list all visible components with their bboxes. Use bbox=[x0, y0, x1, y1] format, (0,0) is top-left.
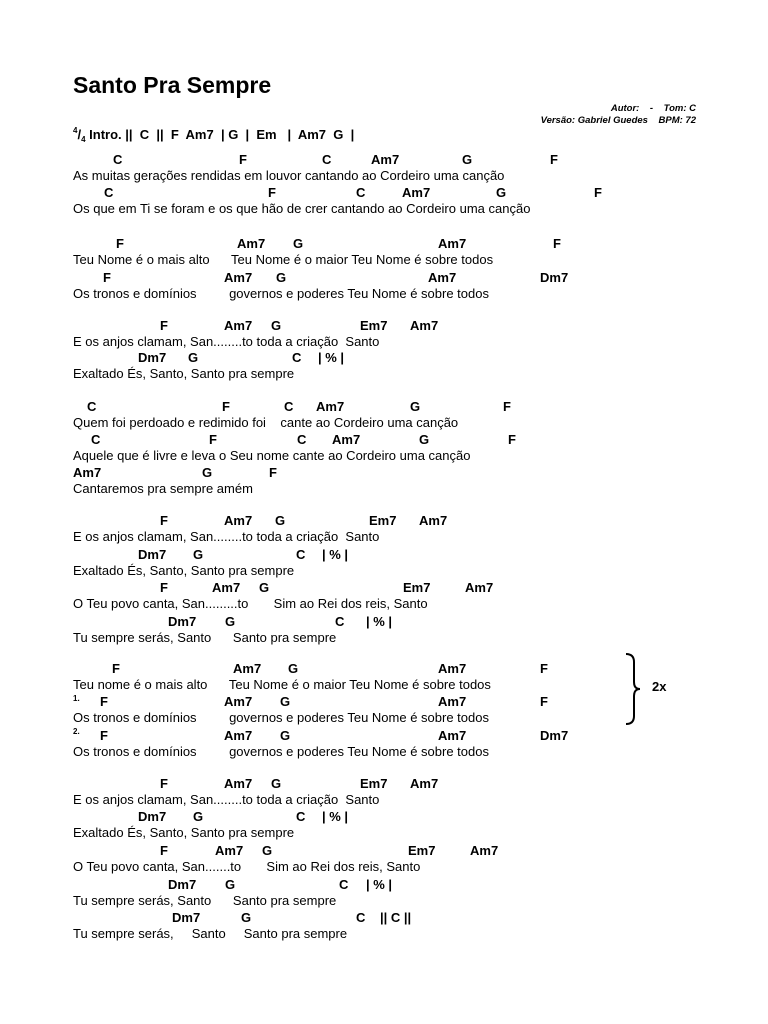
intro-chords: Intro. || C || F Am7 | G | Em | Am7 G | bbox=[85, 127, 355, 142]
chord: F bbox=[160, 776, 168, 791]
chord: G bbox=[288, 661, 299, 676]
chord: Dm7 bbox=[540, 270, 569, 285]
chord: G bbox=[188, 350, 199, 365]
lyric-line: Exaltado És, Santo, Santo pra sempre bbox=[73, 563, 295, 578]
chord: G bbox=[275, 513, 286, 528]
chord: Am7 bbox=[438, 728, 467, 743]
chord: Am7 bbox=[428, 270, 457, 285]
lyric-line: Teu nome é o mais alto Teu Nome é o maior Teu Nome é sobre todos bbox=[73, 677, 491, 692]
chord: F bbox=[112, 661, 120, 676]
time-signature-bottom: 4 bbox=[81, 135, 86, 144]
chord: || C || bbox=[380, 910, 412, 925]
lyric-line: Cantaremos pra sempre amém bbox=[73, 481, 253, 496]
chord: Dm7 bbox=[172, 910, 201, 925]
chord: Dm7 bbox=[138, 547, 167, 562]
chord: C bbox=[113, 152, 123, 167]
lyric-line: O Teu povo canta, San.......to Sim ao Rei dos reis, Santo bbox=[73, 859, 421, 874]
chord: F bbox=[550, 152, 558, 167]
ending-number-1: 1. bbox=[73, 694, 80, 703]
chord: | % | bbox=[366, 614, 393, 629]
chord: Am7 bbox=[470, 843, 499, 858]
chord: Dm7 bbox=[138, 350, 167, 365]
chord: F bbox=[103, 270, 111, 285]
chord: Am7 bbox=[438, 661, 467, 676]
chord: Em7 bbox=[408, 843, 436, 858]
chord: Em7 bbox=[360, 318, 388, 333]
chord: G bbox=[276, 270, 287, 285]
lyric-line: Os tronos e domínios governos e poderes Teu Nome é sobre todos bbox=[73, 710, 489, 725]
chord: C bbox=[104, 185, 114, 200]
chord: C bbox=[339, 877, 349, 892]
chord: Am7 bbox=[465, 580, 494, 595]
chord: G bbox=[462, 152, 473, 167]
lyric-line: Exaltado És, Santo, Santo pra sempre bbox=[73, 366, 295, 381]
chord: Am7 bbox=[402, 185, 431, 200]
lyric-line: Aquele que é livre e leva o Seu nome cante ao Cordeiro uma canção bbox=[73, 448, 471, 463]
lyric-line: Exaltado És, Santo, Santo pra sempre bbox=[73, 825, 295, 840]
lyric-line: O Teu povo canta, San.........to Sim ao Rei dos reis, Santo bbox=[73, 596, 428, 611]
chord: C bbox=[87, 399, 97, 414]
lyric-line: Quem foi perdoado e redimido foi cante ao Cordeiro uma canção bbox=[73, 415, 459, 430]
chord: F bbox=[160, 318, 168, 333]
chord: F bbox=[160, 580, 168, 595]
chord: F bbox=[268, 185, 276, 200]
lyric-line: Os que em Ti se foram e os que hão de crer cantando ao Cordeiro uma canção bbox=[73, 201, 531, 216]
lyric-line: Teu Nome é o mais alto Teu Nome é o maior Teu Nome é sobre todos bbox=[73, 252, 494, 267]
chord: C bbox=[322, 152, 332, 167]
chord: Am7 bbox=[73, 465, 102, 480]
song-title: Santo Pra Sempre bbox=[73, 72, 272, 98]
chord: F bbox=[100, 728, 108, 743]
chord: F bbox=[269, 465, 277, 480]
chord: Dm7 bbox=[138, 809, 167, 824]
chord: F bbox=[100, 694, 108, 709]
chord: F bbox=[160, 513, 168, 528]
chord: | % | bbox=[322, 547, 349, 562]
chord: F bbox=[160, 843, 168, 858]
chord: Am7 bbox=[419, 513, 448, 528]
lyric-line: Tu sempre serás, Santo Santo pra sempre bbox=[73, 630, 337, 645]
chord: Dm7 bbox=[168, 877, 197, 892]
chord: Em7 bbox=[360, 776, 388, 791]
lyric-line: E os anjos clamam, San........to toda a criação Santo bbox=[73, 792, 380, 807]
chord: Am7 bbox=[224, 270, 253, 285]
chord: G bbox=[225, 614, 236, 629]
lyric-line: Os tronos e domínios governos e poderes Teu Nome é sobre todos bbox=[73, 286, 489, 301]
chord: C bbox=[356, 910, 366, 925]
chord: F bbox=[508, 432, 516, 447]
chord: Am7 bbox=[410, 318, 439, 333]
chord: F bbox=[540, 661, 548, 676]
chord: Am7 bbox=[316, 399, 345, 414]
chord: F bbox=[239, 152, 247, 167]
lyric-line: Tu sempre serás, Santo Santo pra sempre bbox=[73, 926, 348, 941]
chord: Em7 bbox=[403, 580, 431, 595]
chord: Am7 bbox=[438, 694, 467, 709]
chord: F bbox=[222, 399, 230, 414]
chord: F bbox=[116, 236, 124, 251]
chord: Em7 bbox=[369, 513, 397, 528]
chord: Am7 bbox=[224, 513, 253, 528]
time-signature-top: 4 bbox=[73, 126, 78, 135]
chord: G bbox=[193, 809, 204, 824]
chord: Am7 bbox=[371, 152, 400, 167]
chord: Dm7 bbox=[540, 728, 569, 743]
chord: | % | bbox=[366, 877, 393, 892]
chord: Am7 bbox=[410, 776, 439, 791]
lyric-line: Os tronos e domínios governos e poderes Teu Nome é sobre todos bbox=[73, 744, 489, 759]
chord: C bbox=[284, 399, 294, 414]
chord: G bbox=[280, 728, 291, 743]
lyric-line: As muitas gerações rendidas em louvor cantando ao Cordeiro uma canção bbox=[73, 168, 505, 183]
chord: G bbox=[262, 843, 273, 858]
chord: Am7 bbox=[224, 694, 253, 709]
lyric-line: E os anjos clamam, San........to toda a criação Santo bbox=[73, 529, 380, 544]
chord: Am7 bbox=[237, 236, 266, 251]
chord: G bbox=[193, 547, 204, 562]
chord: Dm7 bbox=[168, 614, 197, 629]
lyric-line: E os anjos clamam, San........to toda a criação Santo bbox=[73, 334, 380, 349]
chord: G bbox=[419, 432, 430, 447]
chord: G bbox=[271, 776, 282, 791]
chord: Am7 bbox=[212, 580, 241, 595]
version-bpm-info: Versão: Gabriel Guedes BPM: 72 bbox=[540, 115, 696, 126]
chord: Am7 bbox=[224, 318, 253, 333]
chord: G bbox=[280, 694, 291, 709]
chord: C bbox=[297, 432, 307, 447]
chord: G bbox=[225, 877, 236, 892]
chord: F bbox=[553, 236, 561, 251]
author-key-info: Autor: - Tom: C bbox=[610, 103, 696, 114]
chord: G bbox=[496, 185, 507, 200]
chord: Am7 bbox=[332, 432, 361, 447]
chord: C bbox=[296, 809, 306, 824]
ending-number-2: 2. bbox=[73, 727, 80, 736]
chord: Am7 bbox=[224, 776, 253, 791]
chord: Am7 bbox=[215, 843, 244, 858]
chord: Am7 bbox=[224, 728, 253, 743]
repeat-marker: 2x bbox=[652, 679, 667, 694]
chord: F bbox=[540, 694, 548, 709]
chord: C bbox=[296, 547, 306, 562]
chord: C bbox=[292, 350, 302, 365]
chord: G bbox=[410, 399, 421, 414]
chord: C bbox=[91, 432, 101, 447]
chord: C bbox=[335, 614, 345, 629]
chord: G bbox=[202, 465, 213, 480]
chord: G bbox=[293, 236, 304, 251]
chord: Am7 bbox=[233, 661, 262, 676]
chord: | % | bbox=[322, 809, 349, 824]
chord: | % | bbox=[318, 350, 345, 365]
intro-line: $^4/_4$ Intro. || C || F Am7 | G | Em | Am7 G | bbox=[73, 126, 355, 144]
chord: F bbox=[594, 185, 602, 200]
chord: C bbox=[356, 185, 366, 200]
chord: F bbox=[209, 432, 217, 447]
chord: G bbox=[241, 910, 252, 925]
chord: G bbox=[259, 580, 270, 595]
repeat-brace-icon bbox=[624, 652, 642, 726]
chord: G bbox=[271, 318, 282, 333]
chord: F bbox=[503, 399, 511, 414]
chord: Am7 bbox=[438, 236, 467, 251]
lyric-line: Tu sempre serás, Santo Santo pra sempre bbox=[73, 893, 337, 908]
